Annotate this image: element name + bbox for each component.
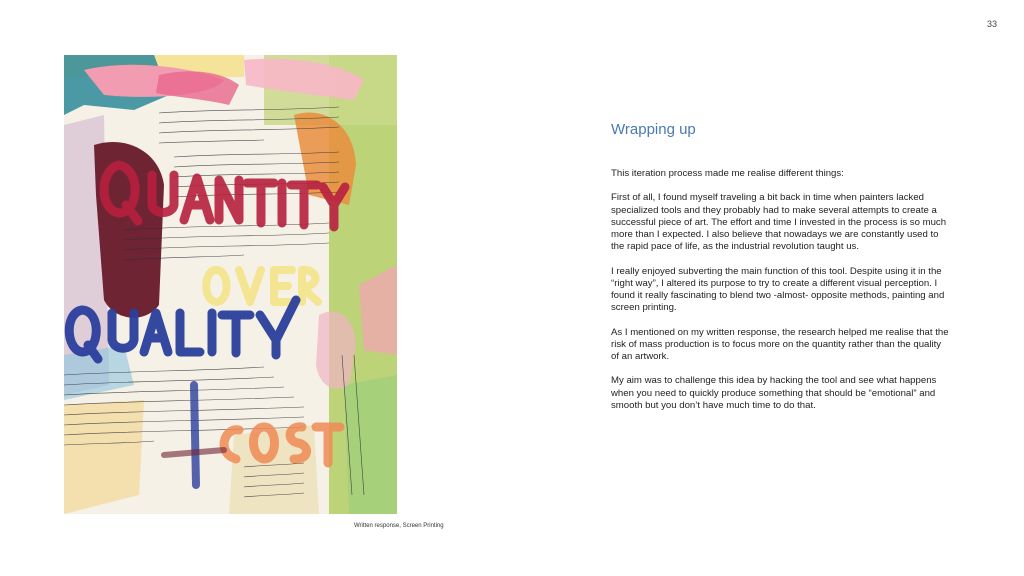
body-text (611, 168, 951, 424)
section-heading: Wrapping up (611, 121, 696, 138)
paragraph-aim: My aim was to challenge this idea by hacking the tool and see what happens when you need to quickly produce something that should be “emotional” and smooth but you don’t have much time to do that. (611, 375, 937, 411)
figure-caption: Written response, Screen Printing (354, 523, 444, 529)
paragraph-subverting: I really enjoyed subverting the main function of this tool. Despite using it in the “right way”, I altered its purpose to try to create a different visual perception. I found it really fascinating to blend two -almost- opposite methods, painting and screen printing. (611, 265, 945, 314)
paragraph-intro: This iteration process made me realise different things: (611, 168, 844, 179)
paragraph-research: As I mentioned on my written response, the research helped me realise that the risk of mass production is to focus more on the quantity rather than the quality of an artwork. (611, 326, 949, 362)
page-number: 33 (986, 19, 997, 29)
artwork-painting (64, 55, 397, 514)
paragraph-time: First of all, I found myself traveling a bit back in time when painters lacked specialized tools and they probably had to make several attempts to create a successful piece of art. The effort and time I invested in the process is so much more than I expected. I also believe that nowadays we are constantly used to the rapid pace of life, as the industrial revolution taught us. (611, 192, 947, 253)
screen-print-artwork (64, 55, 397, 514)
